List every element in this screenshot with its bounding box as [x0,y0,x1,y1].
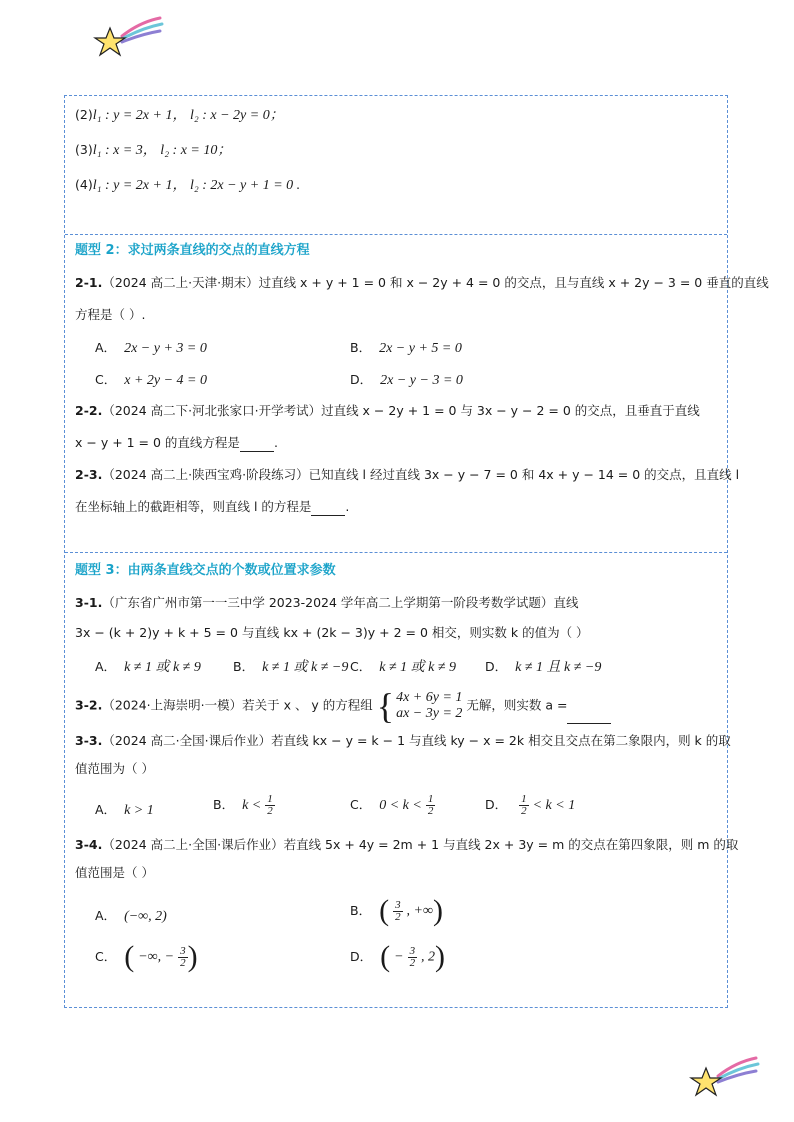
item-2: (2)l₁ : y = 2x + 1， l₂ : x − 2y = 0； [75,107,284,123]
answer-blank[interactable] [240,439,274,452]
option-a[interactable]: A． k > 1 [95,802,154,818]
answer-blank[interactable] [567,711,611,724]
section-divider [65,552,727,553]
section-3-title: 题型 3：由两条直线交点的个数或位置求参数 [75,563,336,578]
section-divider [65,234,727,235]
question-2-1-line1: 2-1.（2024 高二上·天津·期末）过直线 x + y + 1 = 0 和 x − 2y + 4 = 0 的交点，且与直线 x + 2y − 3 = 0 垂直的直线 [75,275,769,290]
question-2-3-line2: 在坐标轴上的截距相等，则直线 l 的方程是 . [75,499,350,514]
section-2-title: 题型 2：求过两条直线的交点的直线方程 [75,243,310,258]
question-2-2-line2: x − y + 1 = 0 的直线方程是 . [75,435,278,450]
option-c[interactable]: C． ( −∞, − $\frac{3}{2}$ ) [95,940,198,973]
option-a[interactable]: A． 2x − y + 3 = 0 [95,340,207,356]
option-a[interactable]: A． k ≠ 1 或 k ≠ 9 [95,659,201,675]
question-3-3-line2: 值范围为（ ） [75,761,154,776]
equation-system: { 4x + 6y = 1 ax − 3y = 2 [376,686,463,726]
answer-blank[interactable] [311,503,345,516]
shooting-star-icon [92,14,164,58]
option-d[interactable]: D． k ≠ 1 且 k ≠ −9 [485,659,602,675]
option-c[interactable]: C． 0 < k < $\frac{1}{2}$ [350,793,434,817]
question-2-2-line1: 2-2.（2024 高二下·河北张家口·开学考试）过直线 x − 2y + 1 = 0 与 3x − y − 2 = 0 的交点，且垂直于直线 [75,403,700,418]
option-b[interactable]: B． ( $\frac{3}{2}$ , +∞) [350,894,443,927]
option-b[interactable]: B． k < $\frac{1}{2}$ [213,793,273,817]
option-c[interactable]: C． k ≠ 1 或 k ≠ 9 [350,659,457,675]
option-c[interactable]: C． x + 2y − 4 = 0 [95,372,208,388]
option-d[interactable]: D． ( − $\frac{3}{2}$ , 2) [350,940,446,973]
question-3-4-line2: 值范围是（ ） [75,865,154,880]
item-4: (4)l₁ : y = 2x + 1， l₂ : 2x − y + 1 = 0 . [75,177,301,193]
question-3-3-line1: 3-3.（2024 高二·全国·课后作业）若直线 kx − y = k − 1 与直线 ky − x = 2k 相交且交点在第二象限内，则 k 的取 [75,733,731,748]
question-2-3-line1: 2-3.（2024 高二上·陕西宝鸡·阶段练习）已知直线 l 经过直线 3x − y − 7 = 0 和 4x + y − 14 = 0 的交点，且直线 l [75,467,740,482]
shooting-star-icon [688,1054,760,1098]
question-3-4-line1: 3-4.（2024 高二上·全国·课后作业）若直线 5x + 4y = 2m + 1 与直线 2x + 3y = m 的交点在第四象限，则 m 的取 [75,837,739,852]
option-b[interactable]: B． k ≠ 1 或 k ≠ −9 [233,659,349,675]
option-d[interactable]: D． $\frac{1}{2}$ < k < 1 [485,793,576,817]
item-3: (3)l₁ : x = 3， l₂ : x = 10； [75,142,232,158]
question-3-1-line1: 3-1.（广东省广州市第一一三中学 2023-2024 学年高二上学期第一阶段考数学试题）直线 [75,595,579,610]
exercise-frame [64,95,769,1008]
question-2-1-line2: 方程是（ ）. [75,307,146,322]
option-a[interactable]: A． (−∞, 2) [95,908,167,924]
option-d[interactable]: D． 2x − y − 3 = 0 [350,372,463,388]
option-b[interactable]: B． 2x − y + 5 = 0 [350,340,462,356]
question-3-2: 3-2.（2024·上海崇明·一模）若关于 x 、 y 的方程组 { 4x + 6y = 1 ax − 3y = 2 无解，则实数 a = [75,688,611,724]
question-3-1-line2: 3x − (k + 2)y + k + 5 = 0 与直线 kx + (2k − 3)y + 2 = 0 相交，则实数 k 的值为（ ） [75,625,589,640]
